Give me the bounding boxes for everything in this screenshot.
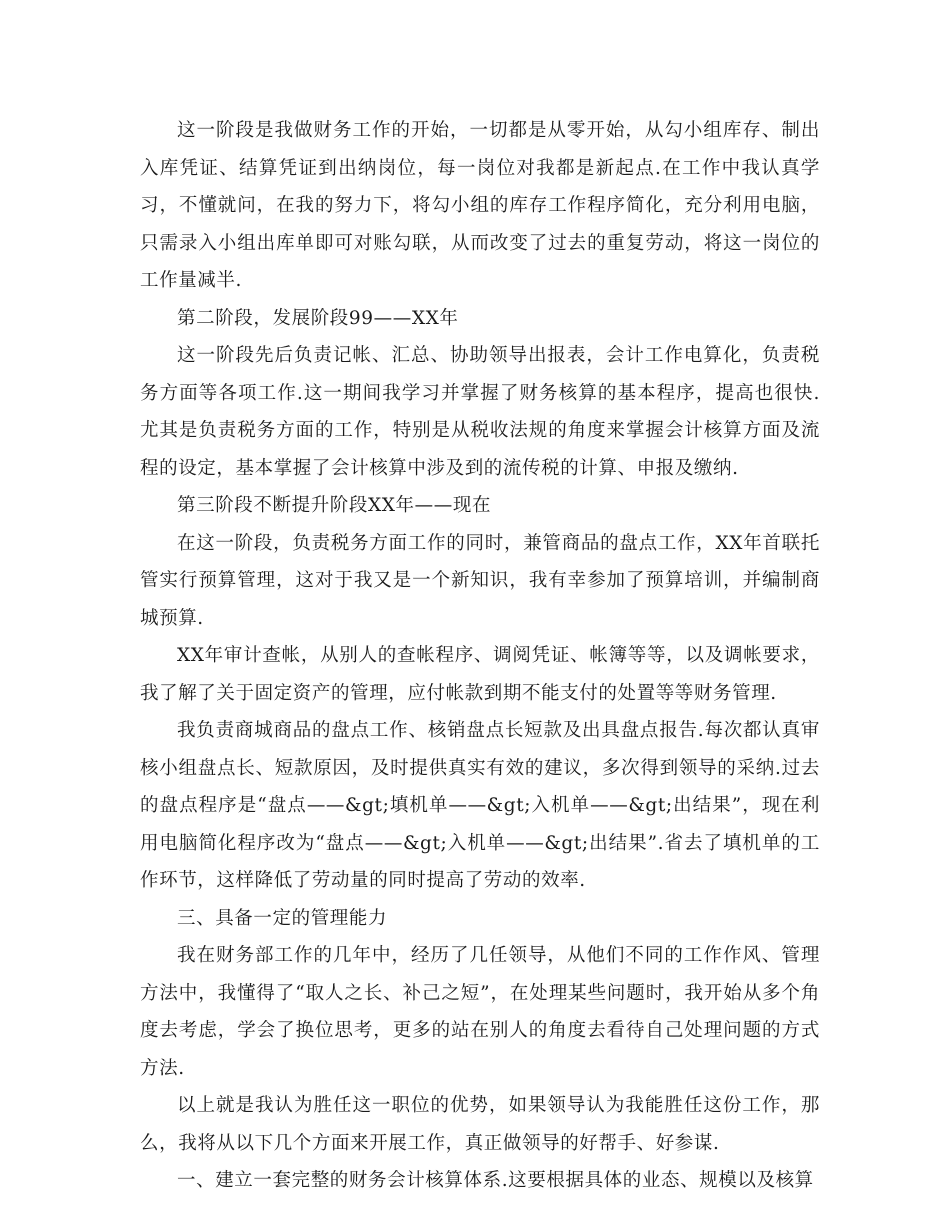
paragraph-stage-three-description: 在这一阶段，负责税务方面工作的同时，兼管商品的盘点工作，XX年首联托管实行预算管理，这对于我又是一个新知识，我有幸参加了预算培训，并编制商城预算. xyxy=(140,532,820,629)
paragraph-management-experience: 我在财务部工作的几年中，经历了几任领导，从他们不同的工作作风、管理方法中，我懂得了“取人之长、补己之短”，在处理某些问题时，我开始从多个角度去考虑，学会了换位思考，更多的站在别人的角度去看待自己处理问题的方式方法. xyxy=(140,945,820,1079)
paragraph-stage-one-description: 这一阶段是我做财务工作的开始，一切都是从零开始，从勾小组库存、制出入库凭证、结算凭证到出纳岗位，每一岗位对我都是新起点.在工作中我认真学习，不懂就问，在我的努力下，将勾小组的库存工作程序简化，充分利用电脑，只需录入小组出库单即可对账勾联，从而改变了过去的重复劳动，将这一岗位的工作量减半. xyxy=(140,120,820,291)
heading-management-ability: 三、具备一定的管理能力 xyxy=(177,907,388,929)
document-body xyxy=(140,112,820,1200)
paragraph-inventory-count: 我负责商城商品的盘点工作、核销盘点长短款及出具盘点报告.每次都认真审核小组盘点长、短款原因，及时提供真实有效的建议，多次得到领导的采纳.过去的盘点程序是“盘点——&gt;填机单——&gt;入机单——&gt;出结果”，现在利用电脑简化程序改为“盘点——&gt;入机单——&gt;出结果”.省去了填机单的工作环节，这样降低了劳动量的同时提高了劳动的效率. xyxy=(140,720,820,891)
paragraph-plan-one: 一、建立一套完整的财务会计核算体系.这要根据具体的业态、规模以及核算 xyxy=(177,1170,814,1191)
heading-stage-two: 第二阶段，发展阶段99——XX年 xyxy=(177,307,459,329)
paragraph-stage-two-description: 这一阶段先后负责记帐、汇总、协助领导出报表，会计工作电算化，负责税务方面等各项工作.这一期间我学习并掌握了财务核算的基本程序，提高也很快.尤其是负责税务方面的工作，特别是从税收法规的角度来掌握会计核算方面及流程的设定，基本掌握了会计核算中涉及到的流传税的计算、申报及缴纳. xyxy=(140,345,820,479)
heading-stage-three: 第三阶段不断提升阶段XX年——现在 xyxy=(177,495,492,516)
paragraph-summary: 以上就是我认为胜任这一职位的优势，如果领导认为我能胜任这份工作，那么，我将从以下几个方面来开展工作，真正做领导的好帮手、好参谋. xyxy=(140,1095,820,1154)
paragraph-audit: XX年审计查帐，从别人的查帐程序、调阅凭证、帐簿等等，以及调帐要求，我了解了关于固定资产的管理，应付帐款到期不能支付的处置等等财务管理. xyxy=(140,645,820,704)
